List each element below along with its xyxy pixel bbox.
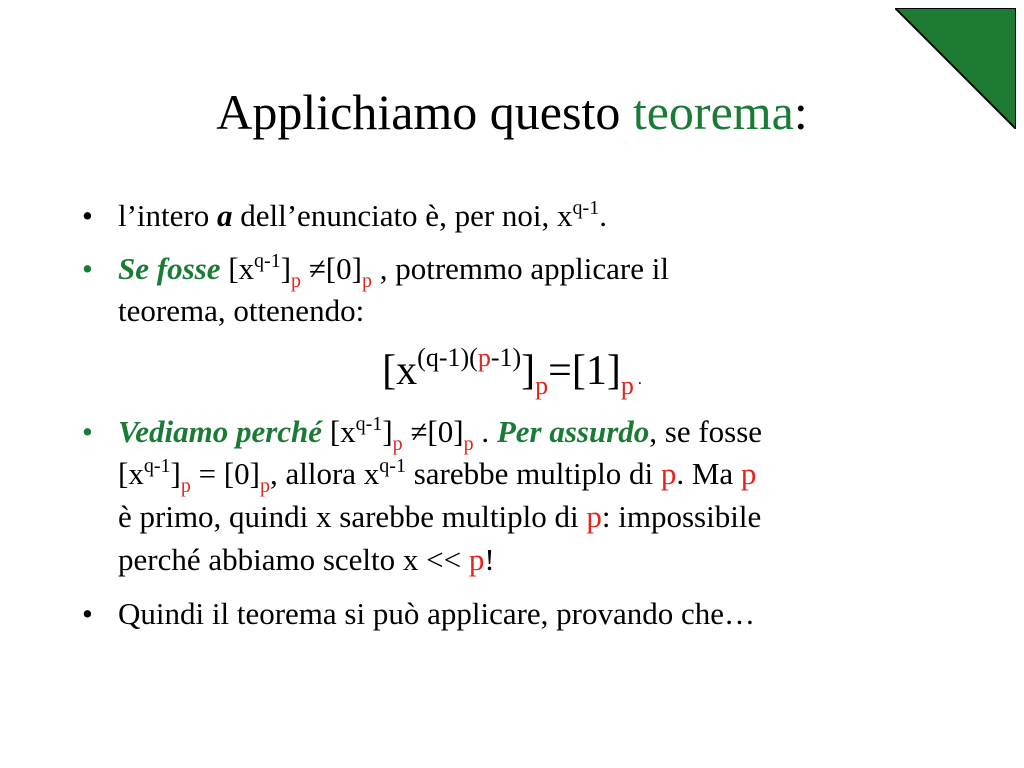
bullet-3-line-3: è primo, quindi x sarebbe multiplo di p: impossibile bbox=[118, 499, 762, 534]
bullet-marker: • bbox=[82, 596, 93, 631]
bullet-3-line-1: Vediamo perché $[x^{q-1}]_p \ne[0]_p$ . Per assurdo, se fosse bbox=[118, 413, 763, 455]
per-assurdo-label: Per assurdo bbox=[496, 414, 650, 449]
title-highlight: teorema bbox=[632, 84, 794, 140]
bullet-3-line-2: $[x^{q-1}]_p = [0]_p$, allora $x^{q-1}$ sarebbe multiplo di p. Ma p bbox=[118, 455, 757, 497]
title-text: Applichiamo questo bbox=[216, 84, 633, 140]
vediamo-perche-label: Vediamo perché bbox=[118, 414, 323, 449]
bullet-2-line-1: Se fosse $[x^{q-1}]_p \ne[0]_p$ , potremmo applicare il bbox=[118, 250, 669, 292]
bullet-1-text: l’intero a dell’enunciato è, per noi, $x^{q-1}$. bbox=[118, 197, 607, 233]
bullet-3-line-4: perché abbiamo scelto x << p! bbox=[118, 542, 495, 577]
bullet-2-line-2: teorema, ottenendo: bbox=[118, 293, 365, 328]
title-colon: : bbox=[793, 84, 808, 140]
formula: $[x^{(q-1)(p-1)}]_p=[1]_p$ . bbox=[382, 343, 642, 400]
bullet-marker: • bbox=[82, 251, 93, 286]
bullet-marker: • bbox=[82, 414, 93, 449]
se-fosse-label: Se fosse bbox=[118, 251, 221, 286]
bullet-4-text: Quindi il teorema si può applicare, provando che… bbox=[118, 596, 756, 631]
bullet-marker: • bbox=[82, 198, 93, 233]
